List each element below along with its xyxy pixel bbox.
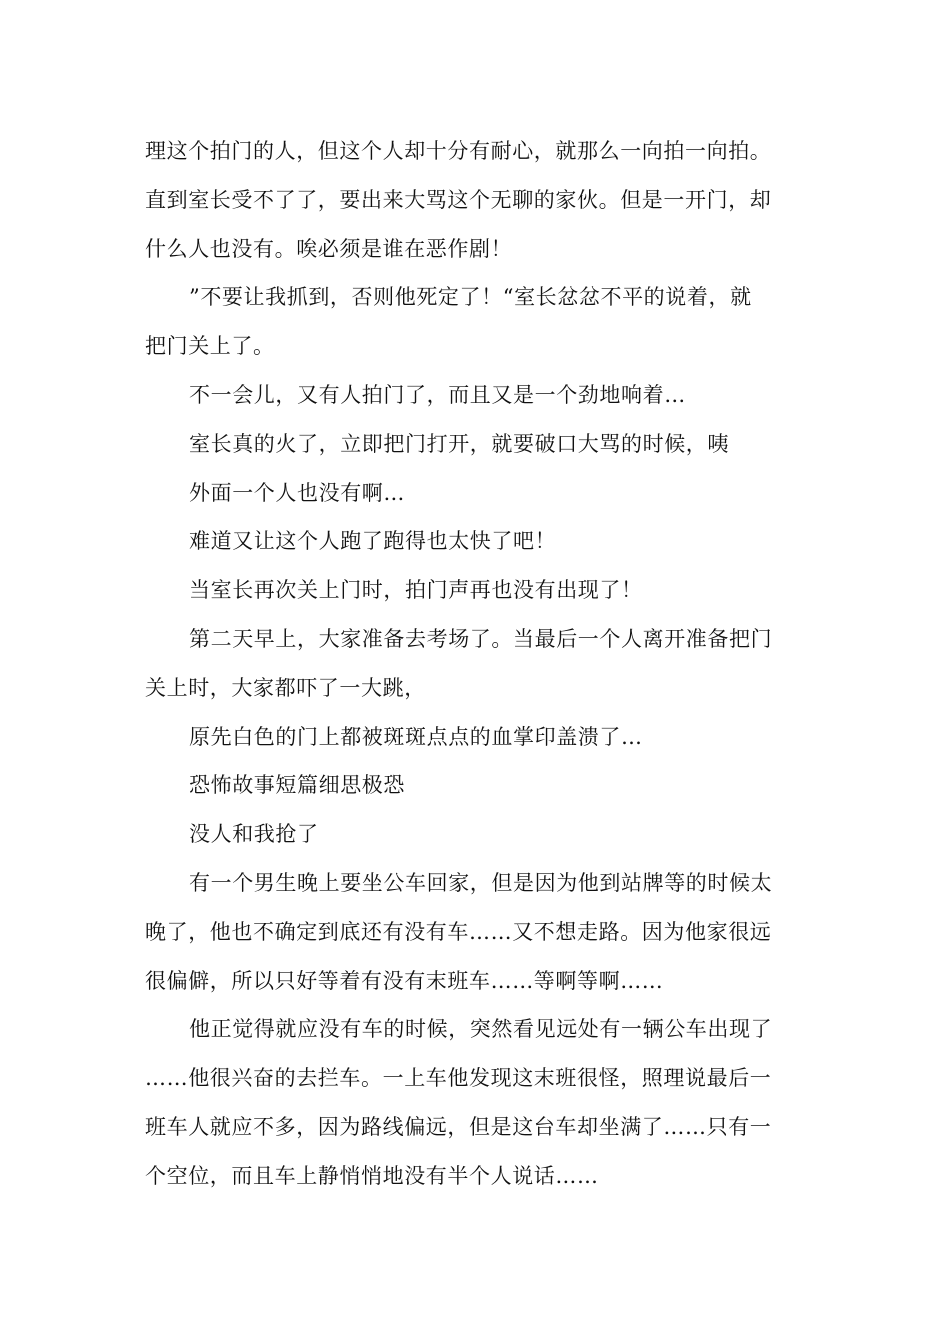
paragraph-1 — [145, 127, 807, 273]
text-line: 晚了，他也不确定到底还有没有车……又不想走路。因为他家很远 — [145, 919, 772, 944]
story-title — [145, 810, 807, 859]
paragraph-4 — [145, 420, 807, 469]
text-line: 关上时，大家都吓了一大跳， — [145, 675, 426, 700]
text-line: 第二天早上，大家准备去考场了。当最后一个人离开准备把门 — [189, 626, 773, 651]
document-body — [145, 127, 807, 1201]
paragraph-7 — [145, 566, 807, 615]
text-line: 不一会儿，又有人拍门了，而且又是一个劲地响着… — [189, 382, 686, 407]
text-line: 有一个男生晚上要坐公车回家，但是因为他到站牌等的时候太 — [189, 870, 773, 895]
paragraph-8 — [145, 615, 807, 713]
paragraph-5 — [145, 469, 807, 518]
paragraph-13 — [145, 1005, 807, 1200]
text-line: 个空位，而且车上静悄悄地没有半个人说话…… — [145, 1163, 599, 1188]
text-line: 很偏僻，所以只好等着有没有末班车……等啊等啊…… — [145, 968, 664, 993]
text-line: 外面一个人也没有啊… — [189, 480, 405, 505]
paragraph-2 — [145, 273, 807, 371]
text-line: 直到室长受不了了，要出来大骂这个无聊的家伙。但是一开门，却 — [145, 187, 772, 212]
paragraph-3 — [145, 371, 807, 420]
text-line: 原先白色的门上都被斑斑点点的血掌印盖溃了… — [189, 724, 643, 749]
text-line: ……他很兴奋的去拦车。一上车他发现这末班很怪，照理说最后一 — [145, 1066, 772, 1091]
text-line: 恐怖故事短篇细思极恐 — [189, 773, 405, 798]
paragraph-6 — [145, 517, 807, 566]
paragraph-9 — [145, 713, 807, 762]
text-line: 他正觉得就应没有车的时候，突然看见远处有一辆公车出现了 — [189, 1017, 773, 1042]
text-line: 什么人也没有。唉必须是谁在恶作剧！ — [145, 236, 513, 261]
paragraph-12 — [145, 859, 807, 1005]
section-title — [145, 761, 807, 810]
text-line: 理这个拍门的人，但这个人却十分有耐心，就那么一向拍一向拍。 — [145, 139, 772, 163]
text-line: 班车人就应不多，因为路线偏远，但是这台车却坐满了……只有一 — [145, 1114, 772, 1139]
text-line: 没人和我抢了 — [189, 822, 319, 847]
text-line: 把门关上了。 — [145, 334, 275, 359]
text-line: 难道又让这个人跑了跑得也太快了吧！ — [189, 529, 557, 554]
text-line: ”不要让我抓到，否则他死定了！“室长忿忿不平的说着，就 — [189, 285, 752, 310]
text-line: 室长真的火了，立即把门打开，就要破口大骂的时候，咦 — [189, 431, 729, 456]
text-line: 当室长再次关上门时，拍门声再也没有出现了！ — [189, 578, 643, 603]
